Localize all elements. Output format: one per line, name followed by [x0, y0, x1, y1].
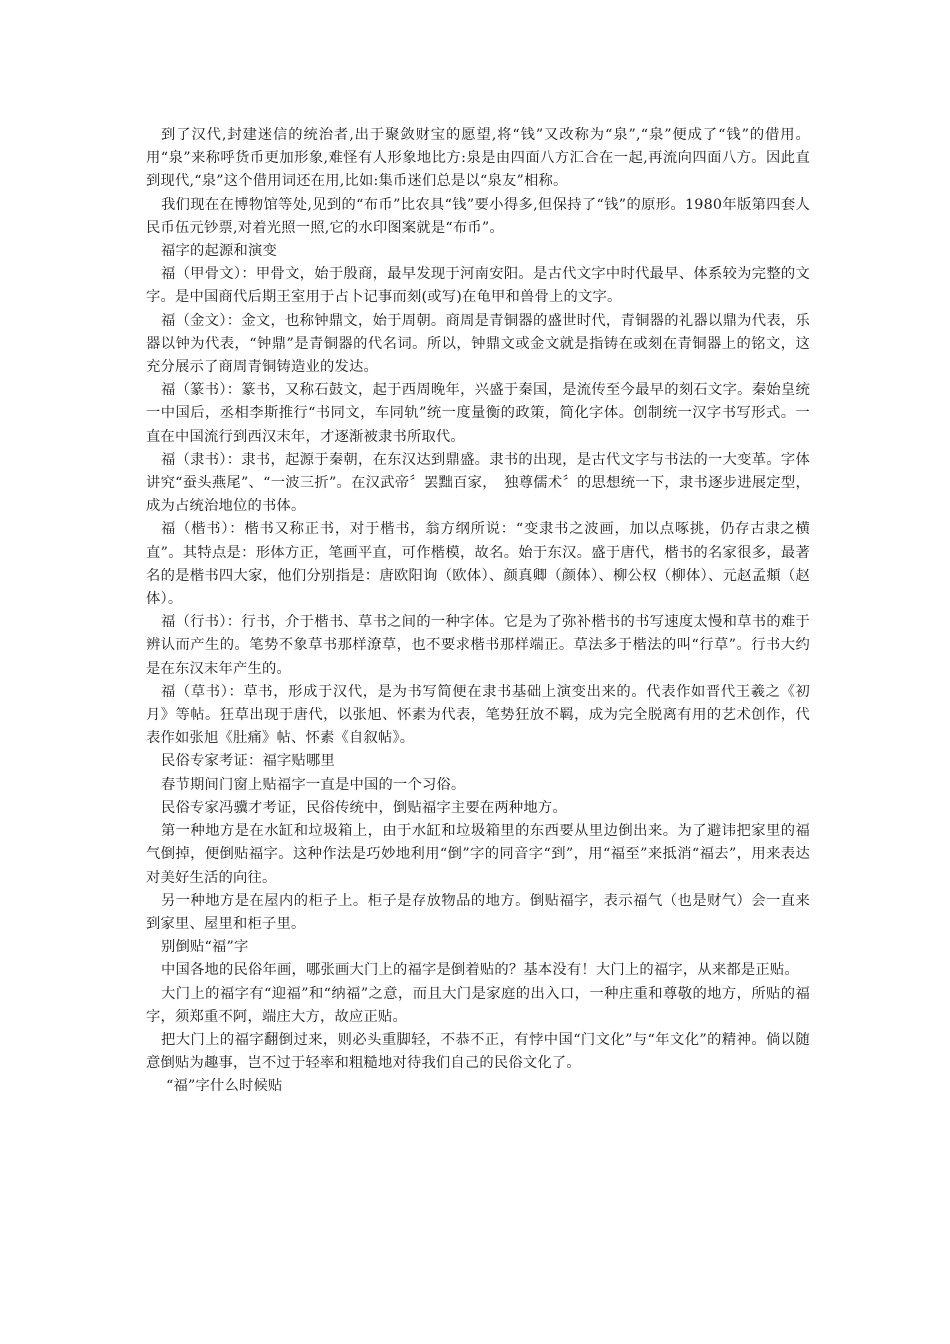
- paragraph-nianhua: 中国各地的民俗年画，哪张画大门上的福字是倒着贴的？基本没有！大门上的福字，从来都是正贴。: [161, 962, 799, 979]
- paragraph-jinwen: 福（金文）：金文，也称钟鼎文，始于周朝。商周是青铜器的盛世时代，青铜器的礼器以鼎为代表，乐器以钟为代表，“钟鼎”是青铜器的代名词。所以，钟鼎文或金文就是指铸在或刻在青铜器上的铭文，这充分展示了商周青铜铸造业的发达。: [146, 312, 810, 376]
- paragraph-caoshu: 福（草书）：草书，形成于汉代，是为书写简便在隶书基础上演变出来的。代表作如晋代王羲之《初月》等帖。狂草出现于唐代，以张旭、怀素为代表，笔势狂放不羁，成为完全脱离有用的艺术创作，代表作如张旭《肚痛》帖、怀素《自叙帖》。: [146, 683, 810, 747]
- paragraph-main-door: 大门上的福字有“迎福”和“纳福”之意，而且大门是家庭的出入口，一种庄重和尊敬的地方，所贴的福字，须郑重不阿，端庄大方，故应正贴。: [146, 985, 810, 1025]
- paragraph-quan-origin: 到了汉代,封建迷信的统治者,出于聚敛财宝的愿望,将“钱”又改称为“泉”,“泉”便成了“钱”的借用。用“泉”来称呼货币更加形象,难怪有人形象地比方:泉是由四面八方汇合在一起,再流向四面八方。因此直到现代,“泉”这个借用词还在用,比如:集币迷们总是以“泉友”相称。: [146, 127, 810, 190]
- paragraph-inverted: 把大门上的福字翻倒过来，则必头重脚轻，不恭不正，有悖中国“门文化”与“年文化”的精神。倘以随意倒贴为趣事，岂不过于轻率和粗糙地对待我们自己的民俗文化了。: [146, 1031, 810, 1072]
- paragraph-jiaguwen: 福（甲骨文）：甲骨文，始于殷商，最早发现于河南安阳。是古代文字中时代最早、体系较为完整的文字。是中国商代后期王室用于占卜记事而刻(或写)在龟甲和兽骨上的文字。: [146, 266, 810, 306]
- paragraph-xingshu: 福（行书）：行书，介于楷书、草书之间的一种字体。它是为了弥补楷书的书写速度太慢和草书的难于辨认而产生的。笔势不象草书那样潦草，也不要求楷书那样端正。草法多于楷法的叫“行草”。行书大约是在东汉末年产生的。: [146, 614, 810, 677]
- paragraph-expert: 民俗专家冯骥才考证，民俗传统中，倒贴福字主要在两种地方。: [161, 799, 567, 816]
- paragraph-bubi: 我们现在在博物馆等处,见到的“布币”比农具“钱”要小得多,但保持了“钱”的原形。1980年版第四套人民币伍元钞票,对着光照一照,它的水印图案就是“布币”。: [146, 196, 810, 236]
- section-heading-dont-invert: 别倒贴“福”字: [161, 939, 249, 956]
- section-heading-when-to-paste: “福”字什么时候贴: [166, 1078, 283, 1095]
- document-page: [146, 124, 810, 1099]
- paragraph-second-place: 另一种地方是在屋内的柜子上。柜子是存放物品的地方。倒贴福字，表示福气（也是财气）会一直来到家里、屋里和柜子里。: [146, 892, 810, 932]
- paragraph-first-place: 第一种地方是在水缸和垃圾箱上，由于水缸和垃圾箱里的东西要从里边倒出来。为了避讳把家里的福气倒掉，便倒贴福字。这种作法是巧妙地利用“倒”字的同音字“到”，用“福至”来抵消“福去”，用来表达对美好生活的向往。: [146, 823, 810, 886]
- section-heading-fu-origin: 福字的起源和演变: [161, 243, 277, 260]
- section-heading-where-to-paste: 民俗专家考证：福字贴哪里: [161, 753, 335, 770]
- paragraph-kaishu: 福（楷书）：楷书又称正书，对于楷书，翁方纲所说：“变隶书之波画，加以点啄挑，仍存古隶之横直”。其特点是：形体方正，笔画平直，可作楷模，故名。始于东汉。盛于唐代，楷书的名家很多，最著名的是楷书四大家，他们分别指是：唐欧阳询（欧体）、颜真卿（颜体）、柳公权（柳体）、元赵孟頫（赵体）。: [146, 521, 810, 608]
- paragraph-zhuanshu: 福（篆书）：篆书，又称石鼓文，起于西周晚年，兴盛于秦国，是流传至今最早的刻石文字。秦始皇统一中国后，丞相李斯推行“书同文，车同轨”统一度量衡的政策，简化字体。创制统一汉字书写形式。一直在中国流行到西汉末年，才逐渐被隶书所取代。: [146, 382, 810, 445]
- paragraph-custom: 春节期间门窗上贴福字一直是中国的一个习俗。: [161, 776, 466, 793]
- paragraph-lishu: 福（隶书）：隶书，起源于秦朝，在东汉达到鼎盛。隶书的出现，是古代文字与书法的一大变革。字体讲究“蚕头燕尾”、“一波三折”。在汉武帝〞罢黜百家， 独尊儒术〞的思想统一下，隶书逐步进展定型，成为占统治地位的书体。: [146, 451, 810, 515]
